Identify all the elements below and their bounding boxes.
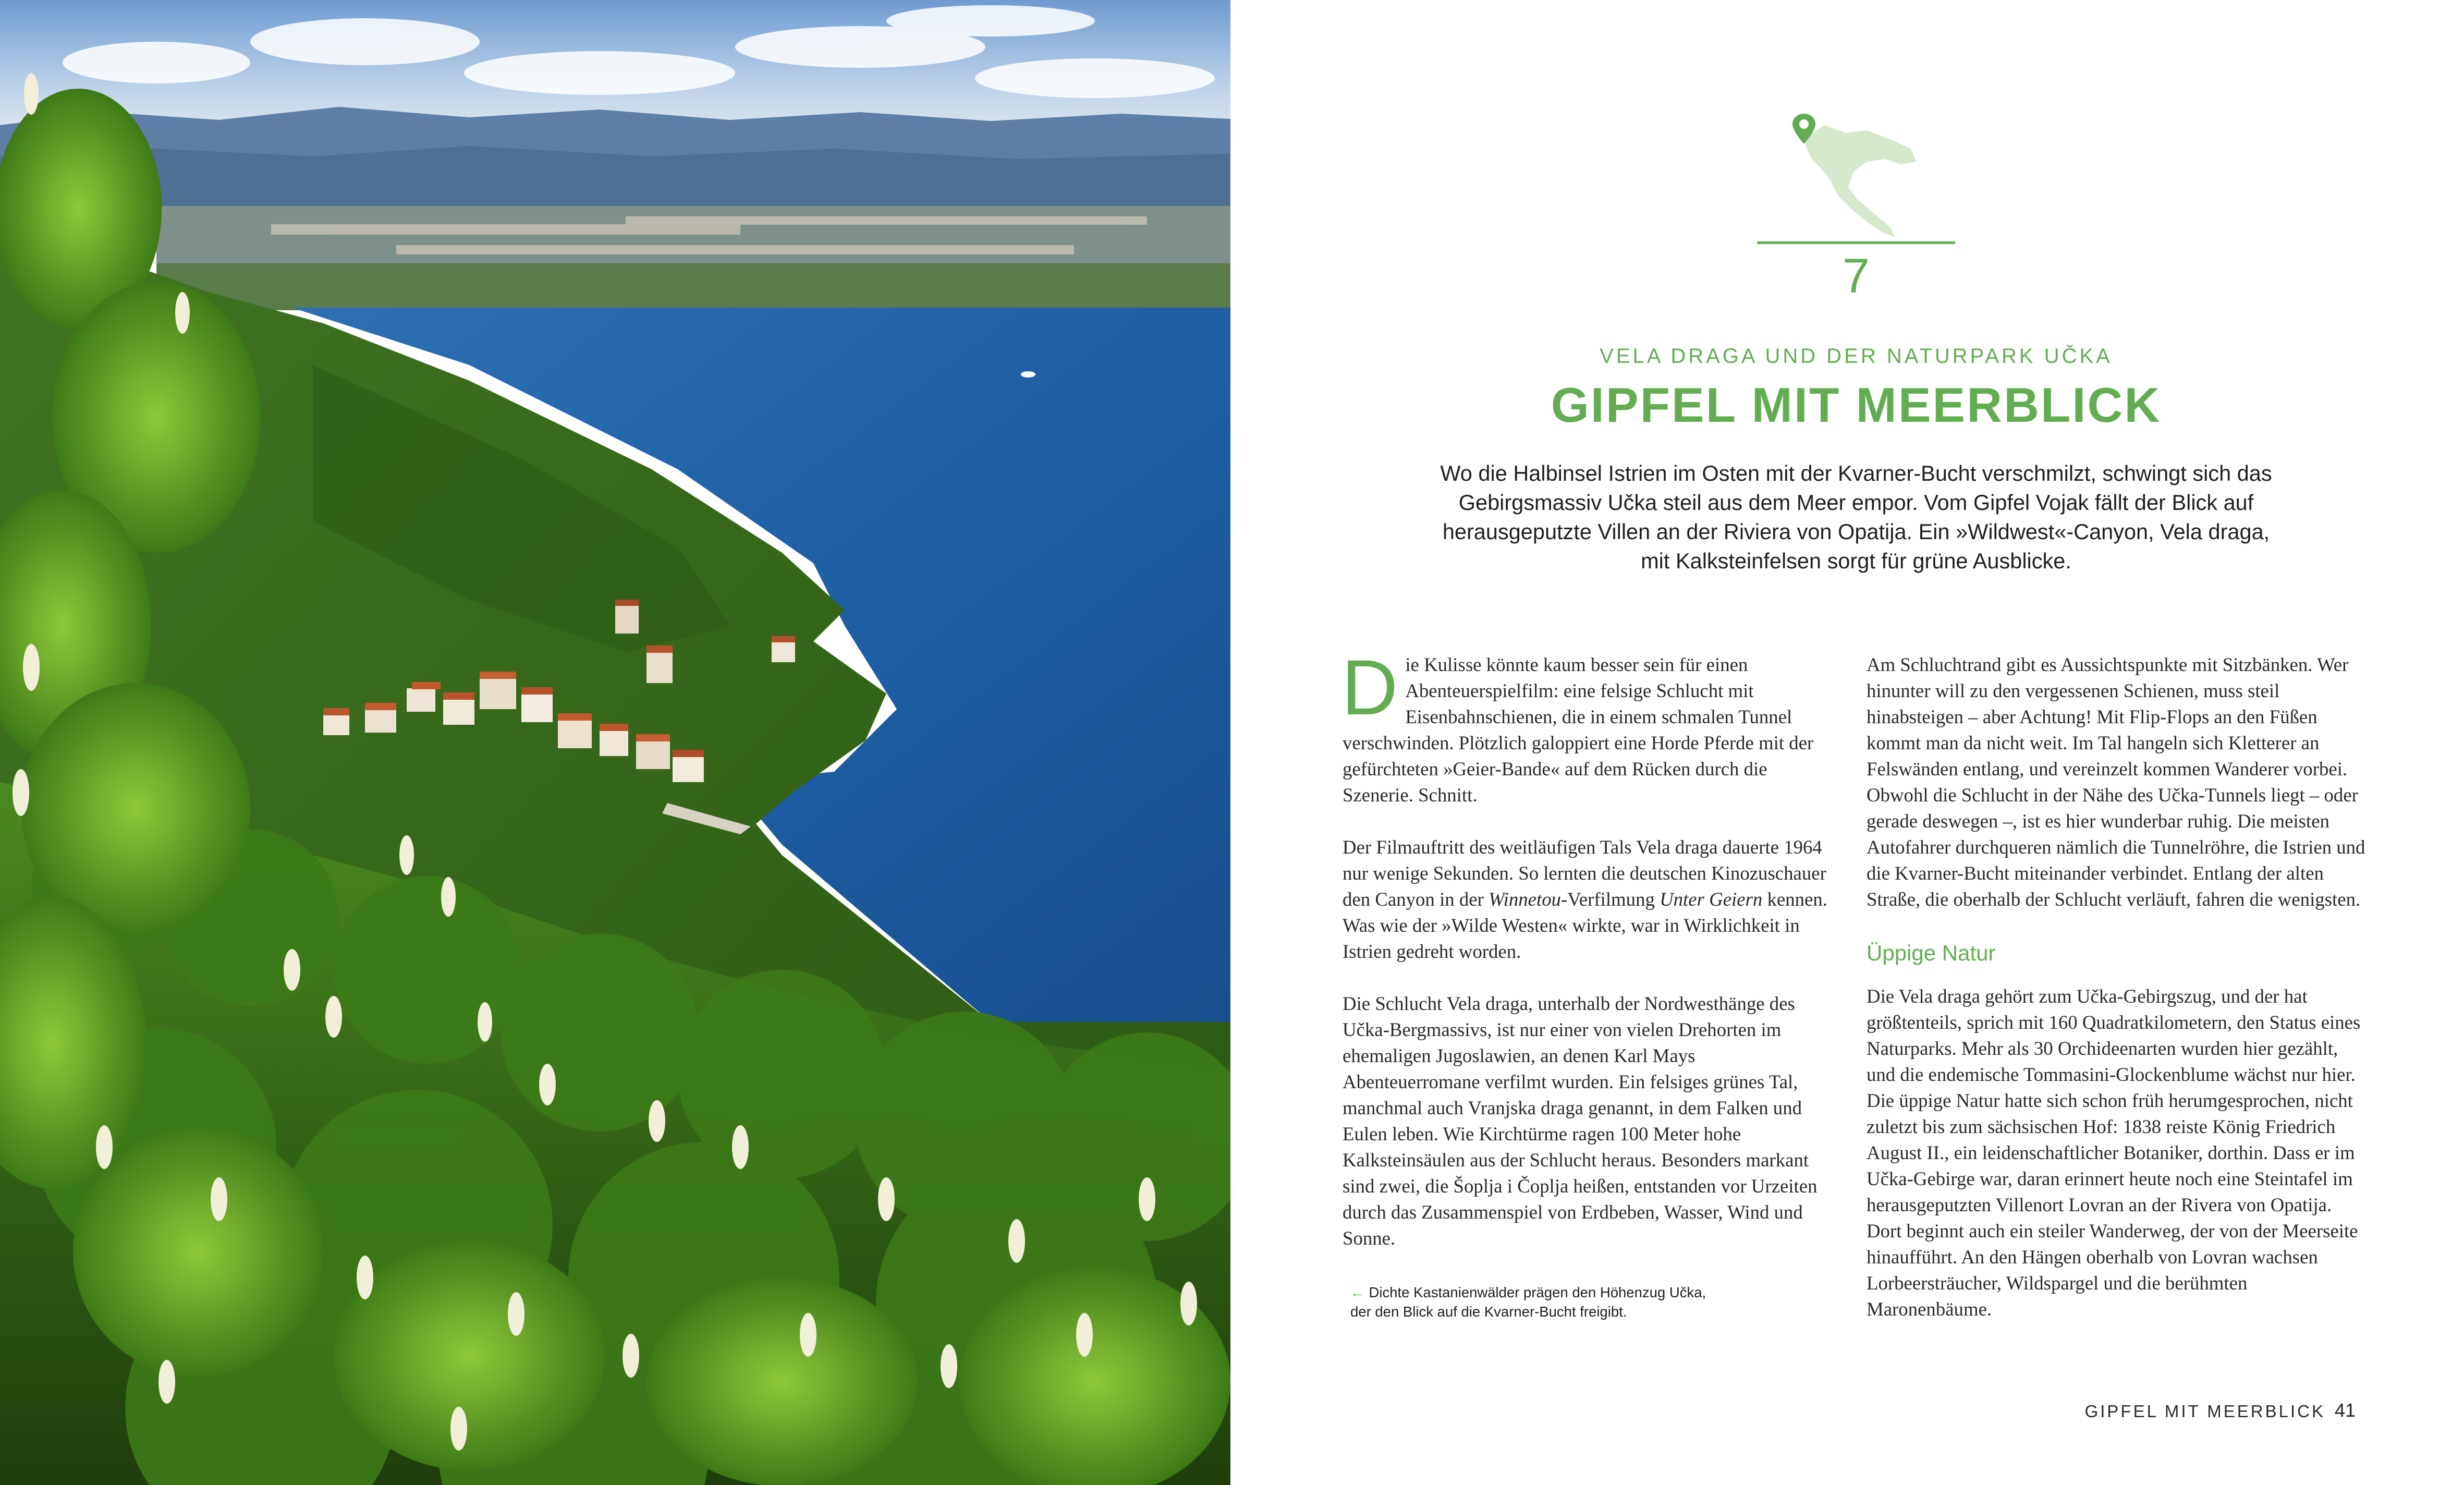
paragraph: Die Schlucht Vela draga, unterhalb der Nordwesthänge des Učka-Bergmassivs, ist nur einer von vielen Drehorten im ehemaligen Jugoslawien, an denen Karl Mays Abenteuerromane verfilmt wurden. Ein felsiges grünes Tal, manchmal auch Vranjska draga genannt, in dem Falken und Eulen leben. Wie Kirchtürme ragen 100 Meter hohe Kalksteinsäulen aus der Schlucht heraus. Besonders markant sind zwei, die Šoplja i Čoplja heißen, entstanden vor Urzeiten durch das Zusammenspiel von Erdbeben, Wasser, Wind und Sonne. [1343,993,1817,1249]
paragraph-text: Der Filmauftritt des weitläufigen Tals Vela draga dauerte 1964 nur wenige Sekunden. So lernten die deutschen Kinozuschauer den Canyon in der [1343,836,1826,910]
landscape-photo [0,0,1230,1485]
caption-text: Dichte Kastanienwälder prägen den Höhenzug Učka, der den Blick auf die Kvarner-Bucht freigibt. [1350,1284,1706,1320]
paragraph: Am Schluchtrand gibt es Aussichtspunkte mit Sitzbänken. Wer hinunter will zu den vergessenen Schienen, muss steil hinabsteigen – aber Achtung! Mit Flip-Flops an den Füßen kommt man da nicht weit. Im Tal hangeln sich Kletterer an Felswänden entlang, und vereinzelt kommen Wanderer vorbei. Obwohl die Schlucht in der Nähe des Učka-Tunnels liegt – oder gerade deswegen –, ist es hier wunderbar ruhig. Die meisten Autofahrer durchqueren nämlich die Tunnelröhre, die Istrien und die Kvarner-Bucht miteinander verbindet. Entlang der alten Straße, die oberhalb der Schlucht verläuft, fahren die wenigsten. [1867,654,2365,910]
film-title: Winnetou [1489,888,1562,910]
section-heading: Üppige Natur [1867,941,1996,965]
page-number: 41 [2335,1399,2356,1421]
chapter-number: 7 [1842,248,1870,303]
paragraph-text: ie Kulisse könnte kaum besser sein für einen Abenteuerspielfilm: eine felsige Schlucht mit Eisenbahnschienen, die in einem schmalen Tunnel verschwinden. Plötzlich galoppiert eine Horde Pferde mit der gefürchteten »Geier-Bande« auf dem Rücken durch die Szenerie. Schnitt. [1343,654,1814,806]
croatia-shape [1804,125,1916,237]
photo-illustration [0,0,1230,1485]
running-head: GIPFEL MIT MEERBLICK [2084,1402,2325,1421]
paragraph [1341,643,1827,808]
paragraph-text: kennen. Was wie der »Wilde Westen« wirkte, war in Wirklichkeit in Istrien gedreht worden. [1343,888,1827,962]
paragraph [1343,834,1827,965]
croatia-map-graphic [1788,109,1924,245]
intro-paragraph: Wo die Halbinsel Istrien im Osten mit der Kvarner-Bucht verschmilzt, schwingt sich das Gebirgsmassiv Učka steil aus dem Meer empor. Vom Gipfel Vojak fällt der Blick auf herausgeputzte Villen an der Riviera von Opatija. Ein »Wildwest«-Canyon, Vela draga, mit Kalksteinfelsen sorgt für grüne Ausblicke. [1440,461,2272,573]
chapter-rule [1757,241,1955,244]
photo-caption [1350,1283,1726,1321]
far-forest [156,263,1230,310]
body-column-left [1341,643,1827,1277]
croatia-map-icon [1788,109,1924,245]
drop-cap: D [1341,643,1398,731]
film-title: Unter Geiern [1660,888,1763,910]
paragraph-text: -Verfilmung [1561,888,1660,910]
chapter-kicker: VELA DRAGA UND DER NATURPARK UČKA [1600,345,2113,368]
arrow-left-icon: ← [1350,1284,1365,1300]
body-column-right [1867,652,2367,1348]
page-title: GIPFEL MIT MEERBLICK [1551,378,2162,432]
paragraph: Die Vela draga gehört zum Učka-Gebirgszug, und der hat größtenteils, sprich mit 160 Quadratkilometern, den Status eines Naturparks. Mehr als 30 Orchideenarten wurden hier gezählt, und die endemische Tommasini-Glockenblume wächst nur hier. Die üppige Natur hatte sich schon früh herumgesprochen, nicht zuletzt bis zum sächsischen Hof: 1838 reiste König Friedrich August II., ein leidenschaftlicher Botaniker, dorthin. Dass er im Učka-Gebirge war, daran erinnert heute noch eine Steintafel im herausgeputzten Villenort Lovran an der Rivera von Opatija. Dort beginnt auch ein steiler Wanderweg, der von der Meerseite hinaufführt. An den Hängen oberhalb von Lovran wachsen Lorbeersträucher, Wildspargel und die berühmten Maronenbäume. [1867,985,2361,1320]
boat [1021,371,1035,378]
